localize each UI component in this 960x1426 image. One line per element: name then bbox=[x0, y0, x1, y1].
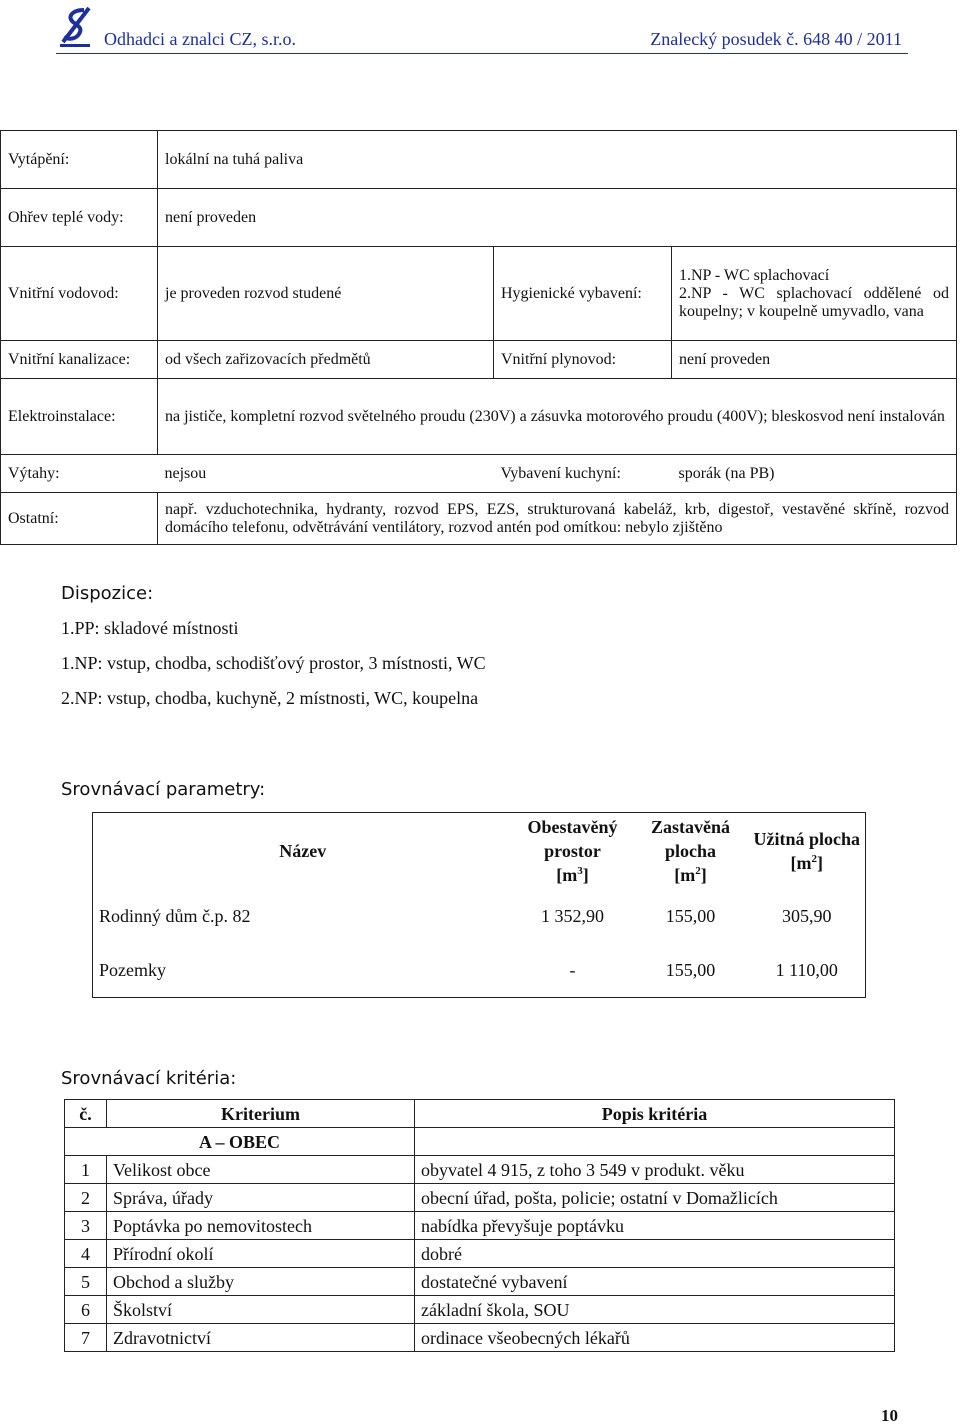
param-built: 155,00 bbox=[665, 905, 716, 926]
criterion-description: základní škola, SOU bbox=[415, 1296, 895, 1324]
category-spacer bbox=[415, 1128, 895, 1156]
hot-water-label: Ohřev teplé vody: bbox=[1, 189, 158, 247]
sanitary-line-2: 2.NP - WC splachovací oddělené od koupelny; v koupelně umyvadlo, vana bbox=[679, 284, 949, 320]
param-built: 155,00 bbox=[665, 959, 716, 980]
page-header bbox=[0, 0, 960, 58]
table-row bbox=[93, 943, 866, 998]
header-usable-unit: $[m^2]$ bbox=[790, 853, 823, 873]
table-header-row bbox=[65, 1100, 895, 1128]
params-title: Srovnávací parametry: bbox=[61, 779, 266, 800]
company-name: Odhadci a znalci CZ, s.r.o. bbox=[104, 29, 296, 49]
water-label: Vnitřní vodovod: bbox=[1, 247, 158, 341]
gas-value: není proveden bbox=[672, 341, 957, 379]
criteria-title: Srovnávací kritéria: bbox=[61, 1068, 237, 1089]
lift-value: nejsou bbox=[158, 455, 494, 493]
header-volume-unit: $[m^3]$ bbox=[556, 865, 589, 885]
criterion-name: Školství bbox=[107, 1296, 415, 1324]
sanitary-value bbox=[672, 247, 957, 341]
table-row bbox=[65, 1184, 895, 1212]
lift-label: Výtahy: bbox=[1, 455, 158, 493]
header-volume-label: Obestavěný prostor bbox=[527, 817, 618, 861]
other-label: Ostatní: bbox=[1, 493, 158, 545]
table-row bbox=[65, 1128, 895, 1156]
table-row bbox=[1, 189, 957, 247]
criterion-number: 5 bbox=[65, 1268, 107, 1296]
criterion-name: Obchod a služby bbox=[107, 1268, 415, 1296]
criterion-name: Zdravotnictví bbox=[107, 1324, 415, 1352]
param-usable: 305,90 bbox=[782, 905, 832, 926]
param-usable: 1 110,00 bbox=[775, 959, 838, 980]
table-row bbox=[1, 379, 957, 455]
heating-label: Vytápění: bbox=[1, 131, 158, 189]
dispozice-line: 2.NP: vstup, chodba, kuchyně, 2 místnosti, WC, koupelna bbox=[61, 688, 479, 708]
param-volume: - bbox=[569, 959, 576, 980]
header-divider bbox=[56, 53, 908, 54]
criterion-name: Velikost obce bbox=[107, 1156, 415, 1184]
header-usable bbox=[749, 813, 866, 890]
criterion-number: 6 bbox=[65, 1296, 107, 1324]
criterion-description: ordinace všeobecných lékařů bbox=[415, 1324, 895, 1352]
table-row bbox=[1, 247, 957, 341]
electric-value: na jističe, kompletní rozvod světelného proudu (230V) a zásuvka motorového proudu (400V); bleskosvod není instalován bbox=[158, 379, 957, 455]
page-number: 10 bbox=[881, 1406, 898, 1425]
technical-equipment-table bbox=[0, 130, 957, 545]
other-value: např. vzduchotechnika, hydranty, rozvod EPS, EZS, strukturovaná kabeláž, krb, digestoř, vestavěné skříně, rozvod domácího telefonu, odvětrávání ventilátory, rozvod antén pod omítkou: nebylo zjištěno bbox=[158, 493, 957, 545]
kitchen-label: Vybavení kuchyní: bbox=[494, 455, 672, 493]
header-usable-label: Užitná plocha bbox=[753, 829, 860, 849]
table-row bbox=[65, 1156, 895, 1184]
electric-label: Elektroinstalace: bbox=[1, 379, 158, 455]
comparison-criteria-table bbox=[64, 1099, 895, 1352]
criterion-number: 1 bbox=[65, 1156, 107, 1184]
table-row bbox=[1, 341, 957, 379]
table-row bbox=[1, 131, 957, 189]
criterion-description: nabídka převyšuje poptávku bbox=[415, 1212, 895, 1240]
comparison-parameters-table bbox=[92, 812, 866, 998]
header-name: Název bbox=[279, 841, 327, 861]
param-name: Rodinný dům č.p. 82 bbox=[99, 905, 251, 926]
header-built-label: Zastavěná plocha bbox=[650, 817, 730, 861]
company-logo-icon bbox=[58, 4, 94, 50]
dispozice-title: Dispozice: bbox=[61, 583, 154, 604]
table-row bbox=[65, 1240, 895, 1268]
report-number: Znalecký posudek č. 648 40 / 2011 bbox=[650, 29, 902, 49]
dispozice-line: 1.PP: skladové místnosti bbox=[61, 618, 239, 638]
header-description: Popis kritéria bbox=[415, 1100, 895, 1128]
criterion-name: Poptávka po nemovitostech bbox=[107, 1212, 415, 1240]
table-row bbox=[93, 889, 866, 943]
criterion-number: 3 bbox=[65, 1212, 107, 1240]
table-row bbox=[1, 493, 957, 545]
header-criterion: Kriterium bbox=[107, 1100, 415, 1128]
header-volume bbox=[513, 813, 633, 890]
kitchen-value: sporák (na PB) bbox=[672, 455, 957, 493]
param-name: Pozemky bbox=[99, 959, 166, 980]
dispozice-line: 1.NP: vstup, chodba, schodišťový prostor, 3 místnosti, WC bbox=[61, 653, 486, 673]
table-row bbox=[65, 1324, 895, 1352]
criterion-description: dostatečné vybavení bbox=[415, 1268, 895, 1296]
category-label: A – OBEC bbox=[65, 1128, 415, 1156]
criterion-description: obyvatel 4 915, z toho 3 549 v produkt. věku bbox=[415, 1156, 895, 1184]
param-volume: 1 352,90 bbox=[541, 905, 604, 926]
hot-water-value: není proveden bbox=[158, 189, 957, 247]
table-row bbox=[65, 1268, 895, 1296]
table-row bbox=[65, 1296, 895, 1324]
heating-value: lokální na tuhá paliva bbox=[158, 131, 957, 189]
criterion-number: 4 bbox=[65, 1240, 107, 1268]
criterion-description: obecní úřad, pošta, policie; ostatní v Domažlicích bbox=[415, 1184, 895, 1212]
criterion-name: Přírodní okolí bbox=[107, 1240, 415, 1268]
water-value: je proveden rozvod studené bbox=[158, 247, 494, 341]
header-built bbox=[633, 813, 749, 890]
criterion-description: dobré bbox=[415, 1240, 895, 1268]
table-row bbox=[65, 1212, 895, 1240]
criterion-number: 2 bbox=[65, 1184, 107, 1212]
gas-label: Vnitřní plynovod: bbox=[494, 341, 672, 379]
header-built-unit: $[m^2]$ bbox=[674, 865, 707, 885]
sanitary-label: Hygienické vybavení: bbox=[494, 247, 672, 341]
header-number: č. bbox=[65, 1100, 107, 1128]
criterion-number: 7 bbox=[65, 1324, 107, 1352]
sanitary-line-1: 1.NP - WC splachovací bbox=[679, 266, 830, 284]
sewer-value: od všech zařizovacích předmětů bbox=[158, 341, 494, 379]
sewer-label: Vnitřní kanalizace: bbox=[1, 341, 158, 379]
table-row bbox=[1, 455, 957, 493]
table-header-row bbox=[93, 813, 866, 890]
criterion-name: Správa, úřady bbox=[107, 1184, 415, 1212]
